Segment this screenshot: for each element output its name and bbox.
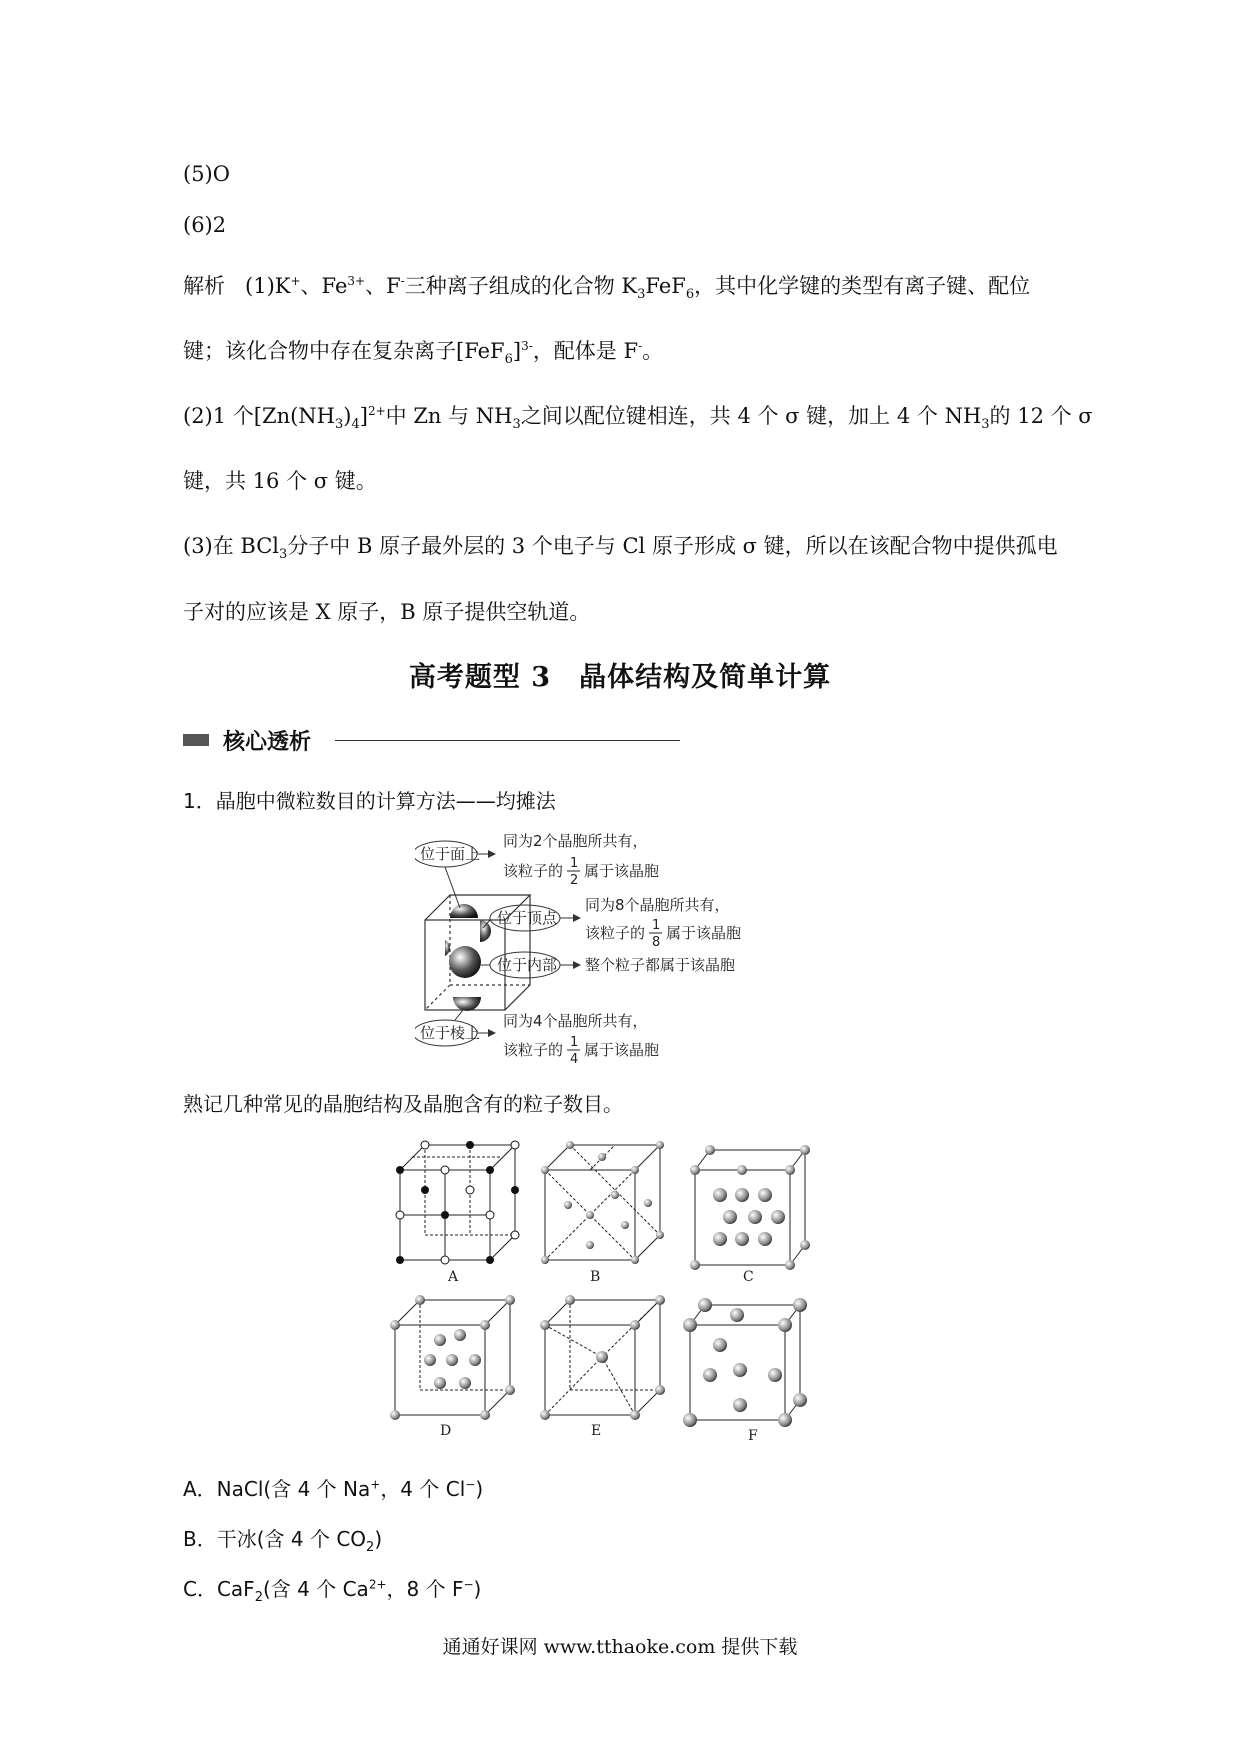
section-heading: 高考题型 3 晶体结构及简单计算: [408, 662, 832, 693]
text: 、F: [365, 274, 401, 298]
edge-frac-den: 4: [570, 1052, 579, 1065]
vertex-note-2-post: 属于该晶胞: [666, 924, 742, 942]
option-a: [183, 1473, 483, 1502]
sub: 3: [637, 287, 646, 303]
vertex-label: 位于顶点: [497, 909, 558, 927]
cell-b: [545, 1145, 660, 1260]
text: ): [343, 404, 352, 428]
cell-c-label: C: [743, 1269, 754, 1285]
sup: 3+: [347, 274, 366, 288]
section-header: [183, 725, 683, 755]
text: ): [475, 1477, 484, 1501]
inside-label: 位于内部: [497, 956, 558, 974]
text: (含 4 个 Ca: [262, 1577, 369, 1601]
text: 之间以配位键相连，共 4 个 σ 键，加上 4 个 NH: [520, 404, 982, 428]
face-frac-num: 1: [570, 856, 579, 871]
section-rule: [335, 740, 680, 741]
cell-c-atoms: [690, 1145, 810, 1270]
text: 分子中 B 原子最外层的 3 个电子与 Cl 原子形成 σ 键，所以在该配合物中提供孤电: [287, 534, 1058, 558]
inside-note: 整个粒子都属于该晶胞: [585, 956, 736, 974]
vertex-frac-num: 1: [652, 918, 661, 933]
option-c: [183, 1573, 481, 1605]
text: C．CaF: [183, 1577, 255, 1601]
text: B．干冰(含 4 个 CO: [183, 1527, 367, 1551]
subhead: 1．晶胞中微粒数目的计算方法——均摊法: [183, 789, 556, 813]
sub: 2: [254, 1590, 263, 1605]
sub: 2: [366, 1540, 375, 1555]
cell-a-label: A: [448, 1269, 459, 1285]
sup: 2+: [367, 404, 386, 418]
vertex-note-1: 同为8个晶胞所共有，: [585, 896, 730, 914]
vertex-note-2-pre: 该粒子的: [585, 924, 646, 942]
text: 、Fe: [300, 274, 348, 298]
edge-frac-num: 1: [570, 1035, 579, 1050]
section-label: 核心透析: [223, 730, 312, 755]
analysis-line-5: [183, 530, 1058, 562]
analysis-line-2: [183, 335, 663, 367]
answer-5: (5)O: [183, 162, 230, 186]
text: (3)在 BCl: [183, 534, 280, 558]
sub: 6: [504, 352, 513, 368]
crystal-cells-figure: [390, 1135, 870, 1445]
face-label: 位于面上: [420, 845, 481, 863]
sub: 3: [512, 417, 521, 433]
cell-a: [400, 1145, 515, 1260]
sub: 4: [351, 417, 360, 433]
face-particle: [450, 904, 478, 918]
text: FeF: [645, 274, 686, 298]
page-footer: 通通好课网 www.tthaoke.com 提供下载: [442, 1636, 798, 1658]
small-particle: [445, 940, 450, 956]
sup: −: [463, 1577, 474, 1592]
sub: 3: [334, 417, 344, 433]
edge-particle: [453, 997, 481, 1011]
text: ): [374, 1527, 383, 1551]
face-note-2-post: 属于该晶胞: [584, 862, 660, 880]
text: ，4 个 Cl: [380, 1477, 466, 1501]
vertex-particle: [480, 920, 491, 942]
cell-f-atoms: [683, 1298, 807, 1427]
analysis-line-6: 子对的应该是 X 原子，B 原子提供空轨道。: [183, 600, 591, 624]
edge-note-2-post: 属于该晶胞: [584, 1041, 660, 1059]
vertex-arrowhead: [573, 914, 581, 922]
answer-6: (6)2: [183, 213, 227, 237]
unit-cell-diagram: [415, 830, 855, 1065]
section-marker: [183, 734, 209, 746]
analysis-label: 解析: [183, 274, 225, 298]
option-b: [183, 1523, 382, 1555]
sup: -: [400, 274, 405, 288]
intro-text: 熟记几种常见的晶胞结构及晶胞含有的粒子数目。: [183, 1092, 623, 1116]
cell-d-label: D: [440, 1423, 452, 1439]
vertex-frac-den: 8: [652, 935, 661, 950]
sub: 6: [685, 287, 695, 303]
edge-pointer: [455, 1010, 463, 1020]
edge-note-1: 同为4个晶胞所共有，: [503, 1012, 648, 1030]
face-frac-den: 2: [570, 873, 579, 888]
edge-note-2-pre: 该粒子的: [503, 1041, 564, 1059]
sup: +: [370, 1477, 381, 1492]
face-arrowhead: [488, 850, 496, 858]
sub: 3: [981, 417, 990, 433]
sup: -: [638, 339, 643, 353]
cell-e-label: E: [591, 1423, 602, 1439]
text: ，其中化学键的类型有离子键、配位: [694, 274, 1031, 298]
text: A．NaCl(含 4 个 Na: [183, 1477, 371, 1501]
text: 中 Zn 与 NH: [385, 404, 513, 428]
text: (1)K: [245, 274, 291, 298]
cell-b-label: B: [590, 1269, 601, 1285]
text: ]: [512, 339, 522, 363]
face-note-1: 同为2个晶胞所共有，: [503, 832, 648, 850]
sup: −: [465, 1477, 476, 1492]
text: (2)1 个[Zn(NH: [183, 404, 335, 428]
analysis-line-1: [183, 270, 1030, 302]
text: ]: [359, 404, 368, 428]
edge-arrowhead: [488, 1029, 496, 1037]
sup: +: [290, 274, 301, 288]
text: ，8 个 F: [386, 1577, 464, 1601]
text: ，配体是 F: [532, 339, 639, 363]
sub: 3: [279, 547, 288, 563]
analysis-line-3: [183, 400, 1093, 432]
text: 键；该化合物中存在复杂离子[FeF: [183, 339, 505, 363]
text: 。: [642, 339, 664, 363]
cell-f-label: F: [748, 1428, 758, 1444]
text: ): [473, 1577, 482, 1601]
edge-label: 位于棱上: [420, 1024, 481, 1042]
analysis-line-4: 键，共 16 个 σ 键。: [183, 469, 377, 493]
face-pointer: [445, 867, 460, 908]
inside-particle: [449, 946, 481, 978]
text: 的 12 个 σ: [989, 404, 1093, 428]
inside-arrowhead: [573, 961, 581, 969]
face-note-2-pre: 该粒子的: [503, 862, 564, 880]
text: 三种离子组成的化合物 K: [404, 274, 638, 298]
sup: 2+: [368, 1577, 387, 1592]
sup: 3-: [521, 339, 533, 353]
